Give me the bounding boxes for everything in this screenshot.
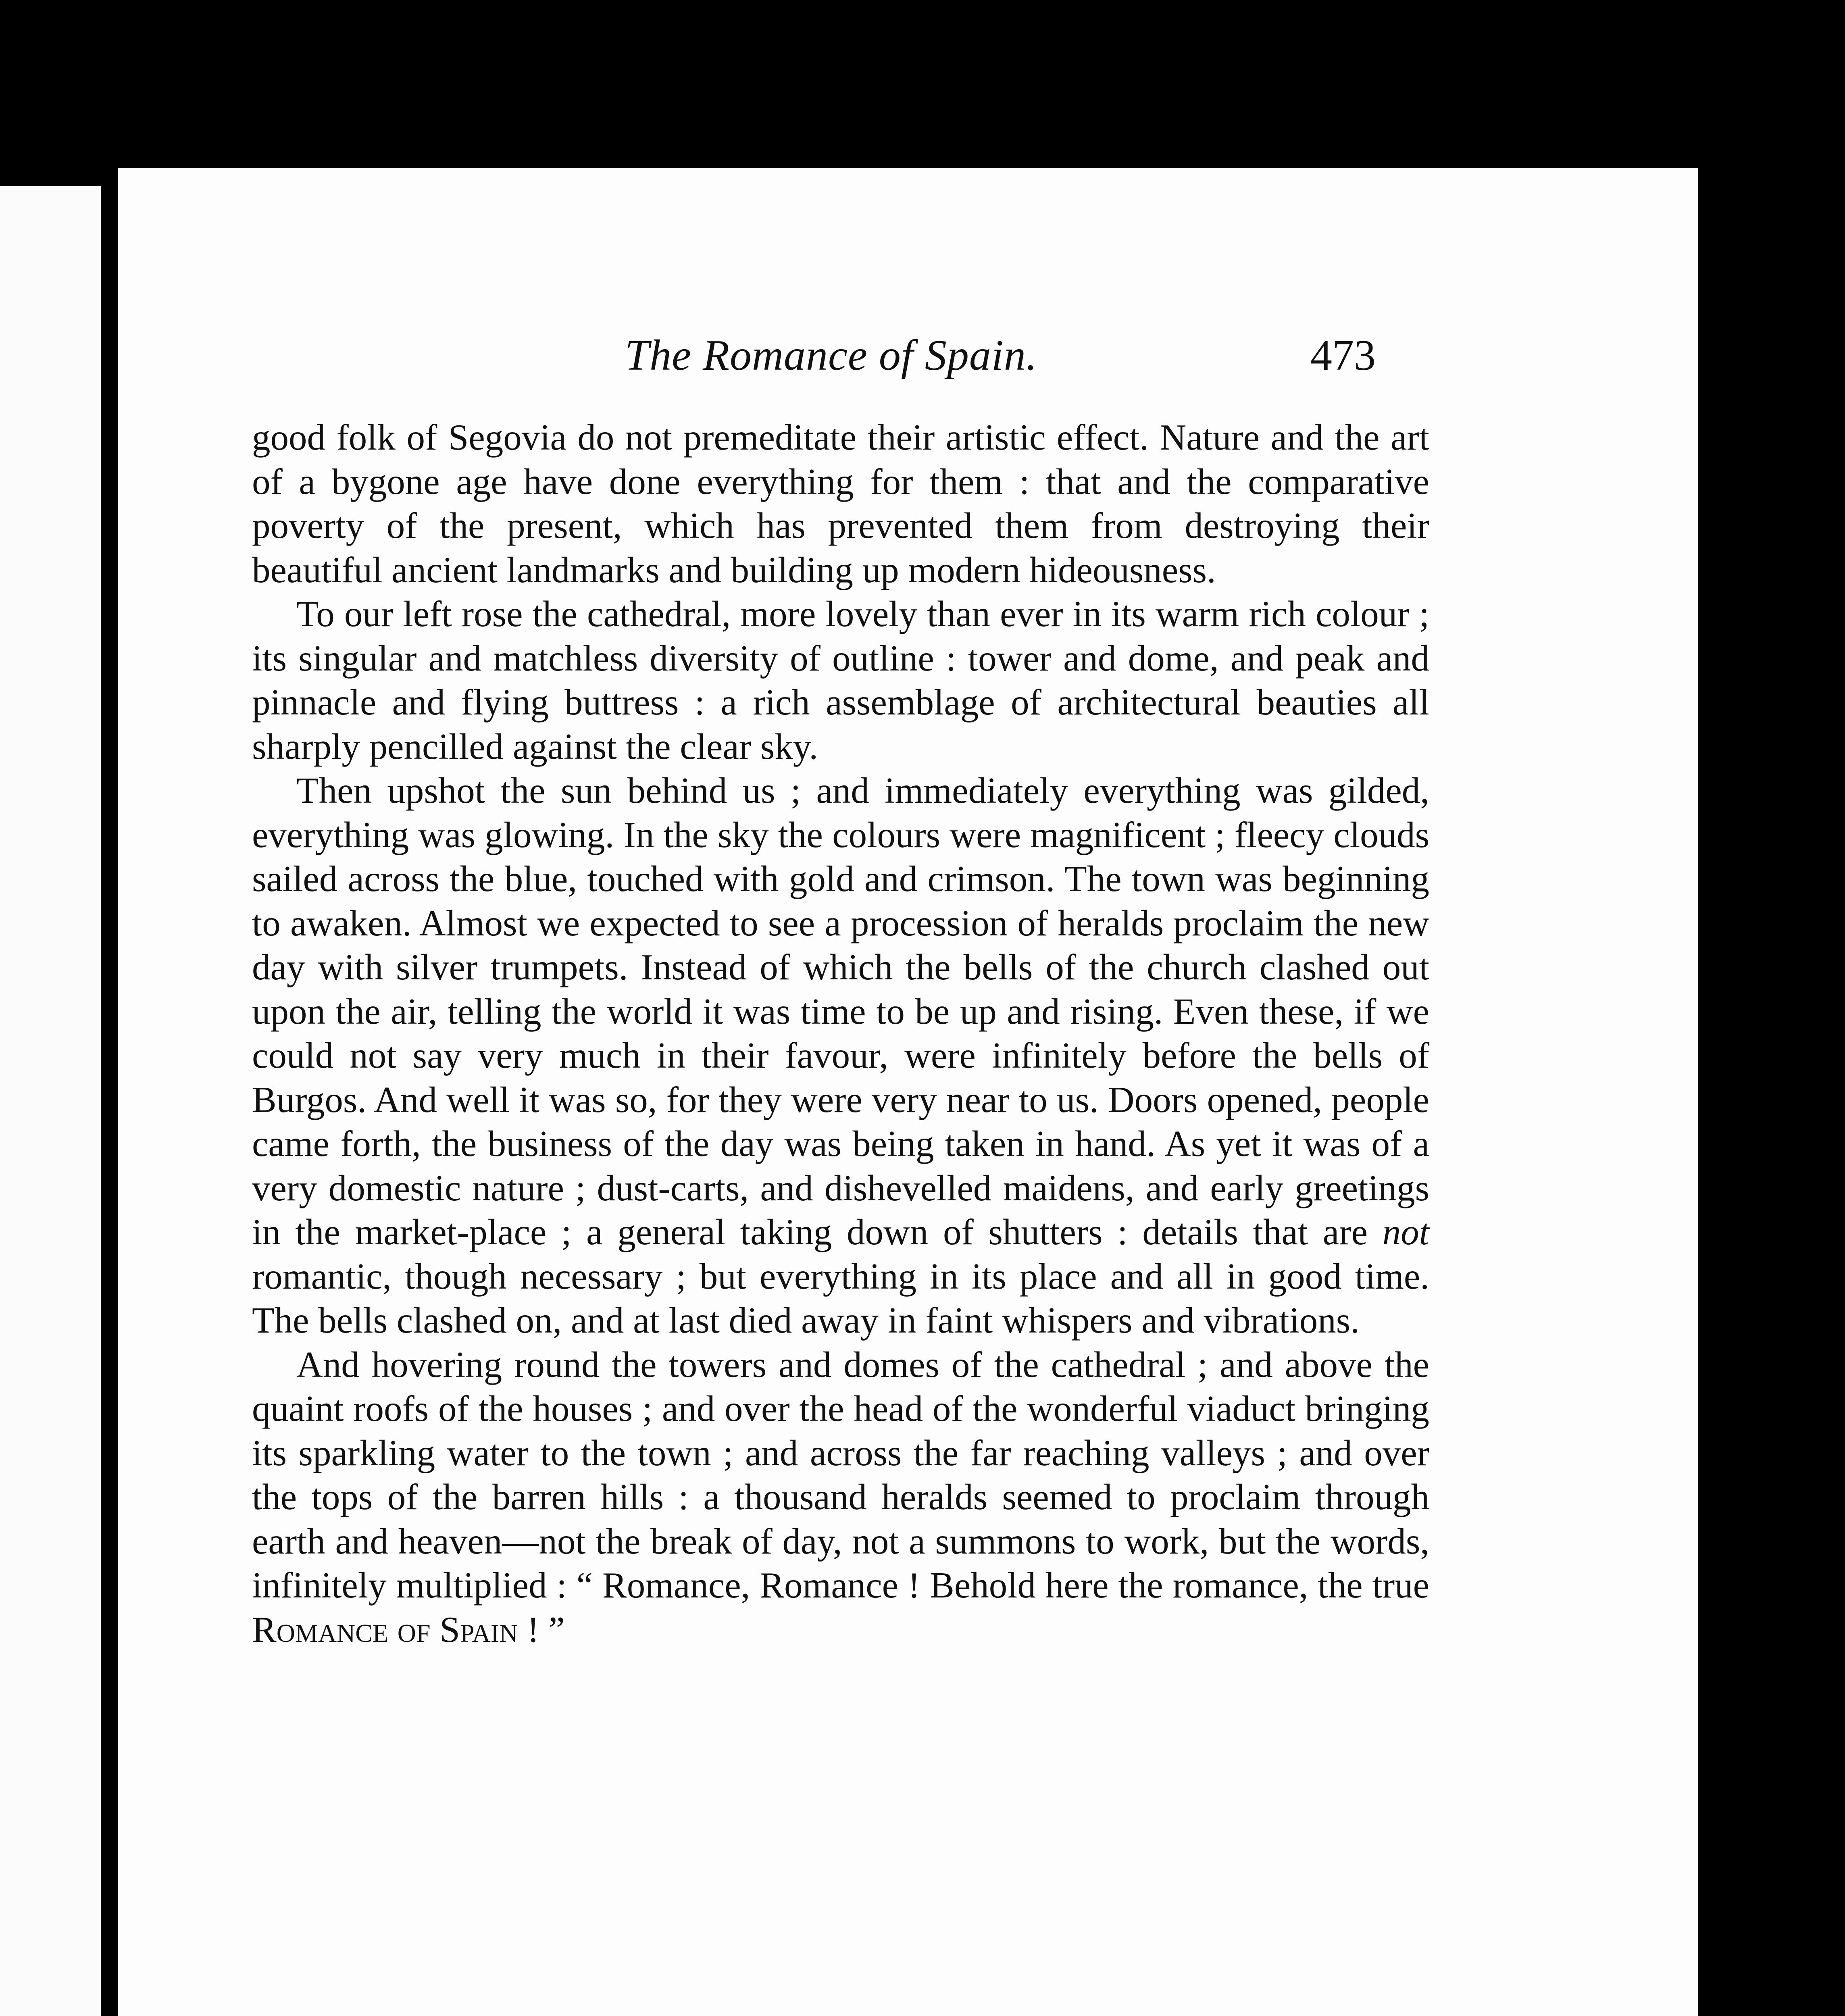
paragraph-1: good folk of Segovia do not premeditate their artistic effect. Nature and the art of a bygone age have done everything for them : that and the comparative poverty of the present, which has prevented them from destroying their beautiful ancient landmarks and building up modern hideousness.	[252, 417, 1429, 590]
page-number: 473	[1310, 331, 1376, 379]
paragraph-4: And hovering round the towers and domes of the cathedral ; and above the quaint roofs of the houses ; and over the head of the wonderful viaduct bringing its sparkling water to the town ; and across the far reaching valleys ; and over the tops of the barren hills : a thousand heralds seemed to proclaim through earth and heaven—not the break of day, not a summons to work, but the words, infinitely multiplied : “ Romance, Romance ! Behold here the romance, the true Romance of Spain ! ”	[252, 1344, 1429, 1650]
left-page-edge	[0, 186, 101, 2016]
running-title: The Romance of Spain.	[625, 331, 1037, 379]
paragraph-2: To our left rose the cathedral, more lovely than ever in its warm rich colour ; its singular and matchless diversity of outline : tower and dome, and peak and pinnacle and flying buttress : a rich assemblage of architectural beauties all sharply pencilled against the clear sky.	[252, 594, 1429, 767]
paragraph-3: Then upshot the sun behind us ; and immediately everything was gilded, everything was glowing. In the sky the colours were magnificent ; fleecy clouds sailed across the blue, touched with gold and crimson. The town was beginning to awaken. Almost we expected to see a procession of heralds proclaim the new day with silver trumpets. Instead of which the bells of the church clashed out upon the air, telling the world it was time to be up and rising. Even these, if we could not say very much in their favour, were infinitely before the bells of Burgos. And well it was so, for they were very near to us. Doors opened, people came forth, the business of the day was being taken in hand. As yet it was of a very domestic nature ; dust-carts, and dishevelled maidens, and early greetings in the market-place ; a general taking down of shutters : details that are not romantic, though necessary ; but everything in its place and all in good time. The bells clashed on, and at last died away in faint whispers and vibrations.	[252, 770, 1429, 1341]
body-text	[252, 415, 1429, 1652]
